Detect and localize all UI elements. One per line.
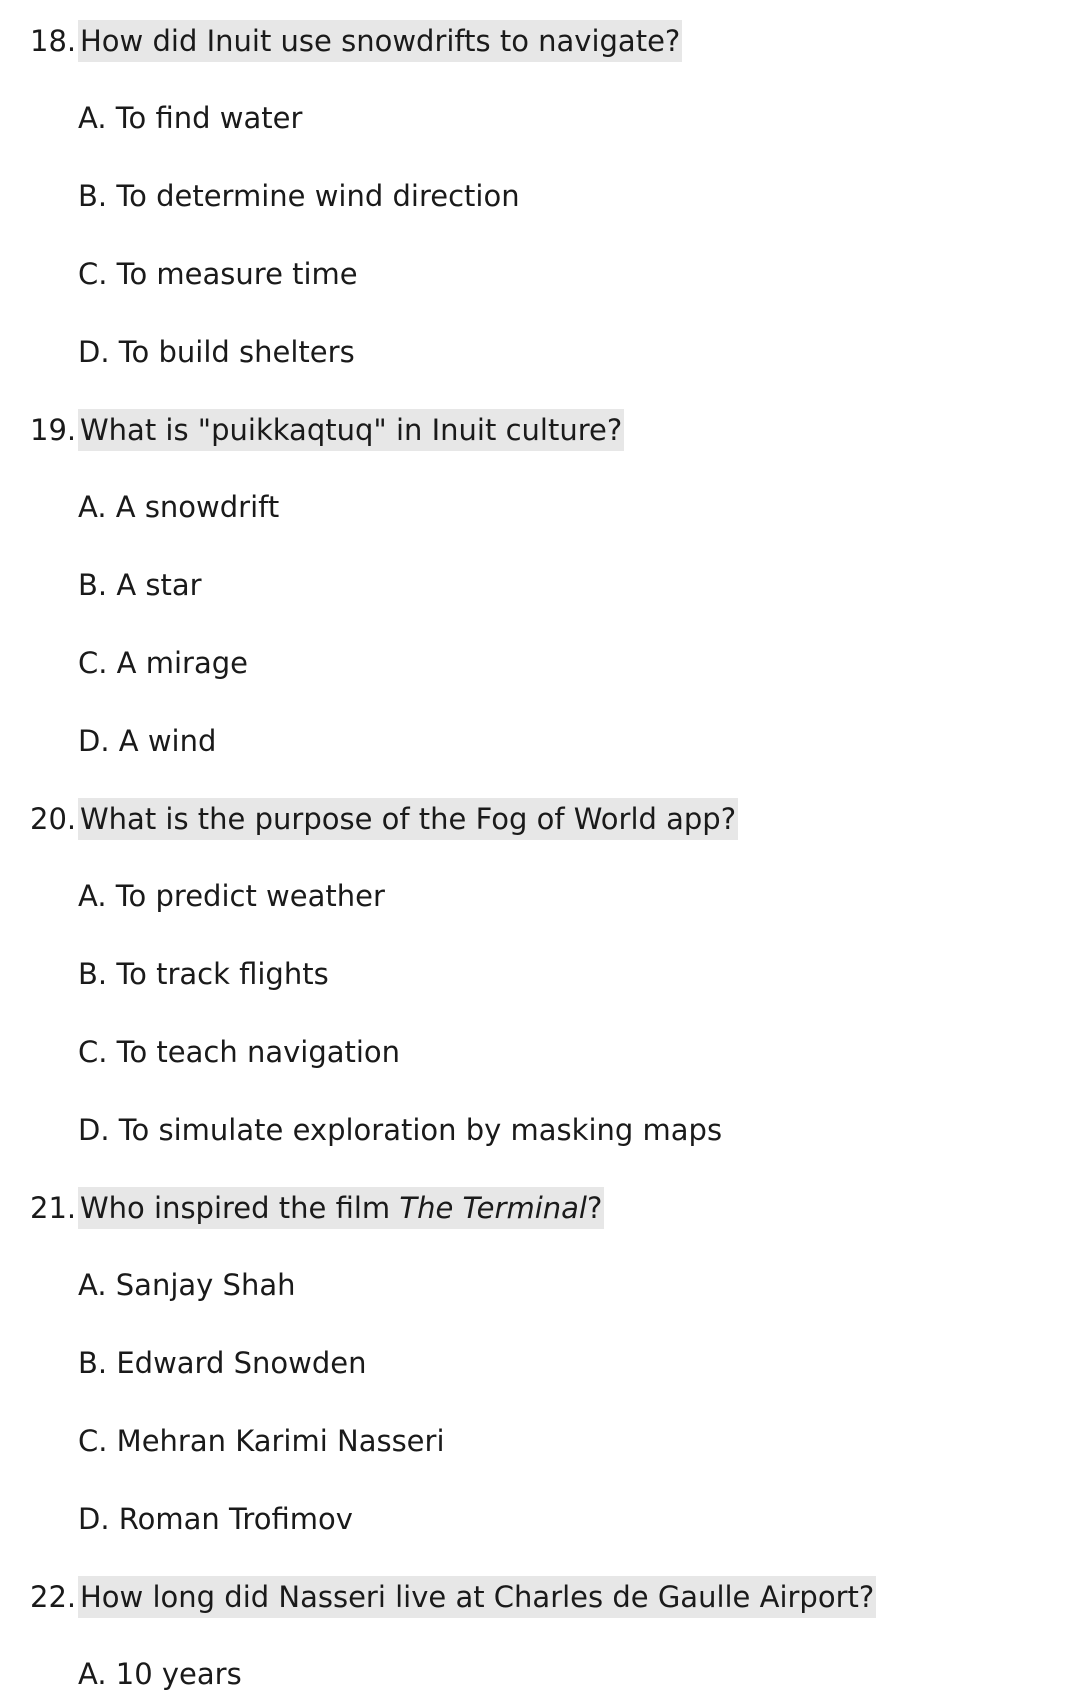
option-20-c: C. To teach navigation	[78, 1035, 401, 1069]
option-21-b: B. Edward Snowden	[78, 1346, 367, 1380]
option-18-c: C. To measure time	[78, 257, 358, 291]
option-20-b: B. To track flights	[78, 957, 329, 991]
question-text: How did Inuit use snowdrifts to navigate?	[78, 20, 682, 62]
question-text-after: ?	[586, 1191, 603, 1225]
option-19-a: A. A snowdrift	[78, 490, 280, 524]
question-text: What is the purpose of the Fog of World app?	[78, 798, 738, 840]
question-number: 20.	[30, 802, 77, 836]
question-18	[30, 20, 682, 62]
option-19-b: B. A star	[78, 568, 202, 602]
question-text-before: Who inspired the film	[80, 1191, 400, 1225]
option-18-d: D. To build shelters	[78, 335, 355, 369]
option-18-b: B. To determine wind direction	[78, 179, 520, 213]
question-number: 22.	[30, 1580, 77, 1614]
question-number: 19.	[30, 413, 77, 447]
question-19	[30, 409, 624, 451]
option-19-c: C. A mirage	[78, 646, 248, 680]
question-text: What is "puikkaqtuq" in Inuit culture?	[78, 409, 624, 451]
question-text	[78, 1187, 604, 1229]
option-22-a: A. 10 years	[78, 1657, 242, 1691]
option-21-a: A. Sanjay Shah	[78, 1268, 296, 1302]
option-20-a: A. To predict weather	[78, 879, 385, 913]
option-19-d: D. A wind	[78, 724, 217, 758]
question-number: 18.	[30, 24, 77, 58]
option-18-a: A. To find water	[78, 101, 303, 135]
question-20	[30, 798, 738, 840]
option-21-d: D. Roman Trofimov	[78, 1502, 353, 1536]
question-21	[30, 1187, 604, 1229]
film-title: The Terminal	[399, 1191, 587, 1225]
question-text: How long did Nasseri live at Charles de Gaulle Airport?	[78, 1576, 876, 1618]
option-20-d: D. To simulate exploration by masking maps	[78, 1113, 723, 1147]
question-number: 21.	[30, 1191, 77, 1225]
question-22	[30, 1576, 876, 1618]
option-21-c: C. Mehran Karimi Nasseri	[78, 1424, 445, 1458]
